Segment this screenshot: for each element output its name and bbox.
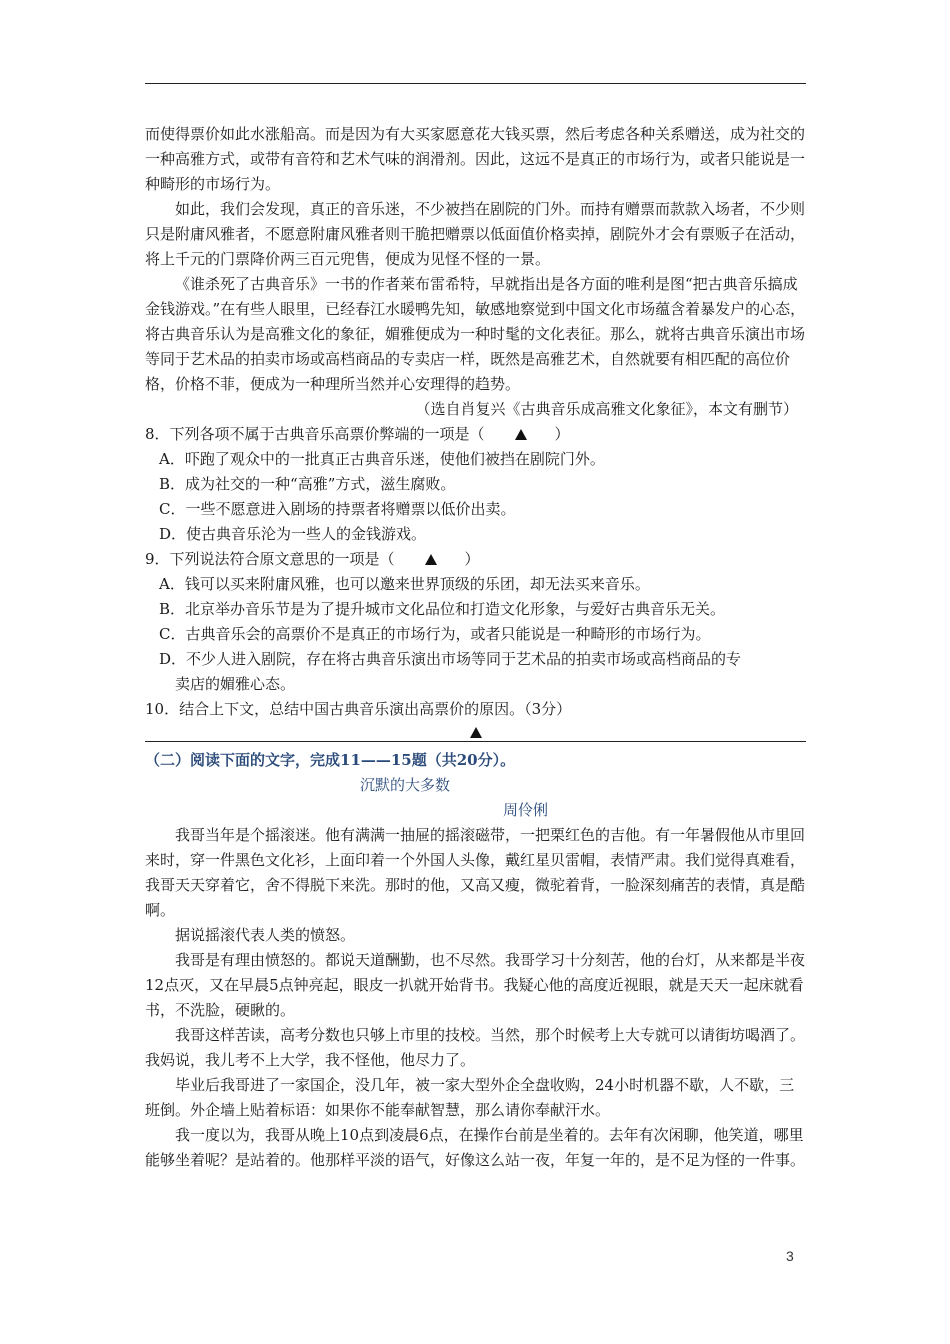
paragraph: 我一度以为，我哥从晚上10点到凌晨6点，在操作台前是坐着的。去年有次闲聊，他笑道，哪里能够坐着呢？是站着的。他那样平淡的语气，好像这么站一夜，年复一年的，是不足为怪的一件事。	[145, 1126, 806, 1169]
option: A．钱可以买来附庸风雅，也可以邀来世界顶级的乐团，却无法买来音乐。	[159, 575, 650, 593]
option-continuation: 卖店的媚雅心态。	[175, 675, 296, 693]
section-heading: （二）阅读下面的文字，完成11——15题（共20分）。	[145, 751, 516, 769]
question-stem: 8．下列各项不属于古典音乐高票价弊端的一项是（	[145, 425, 485, 443]
answer-blank-triangle-icon[interactable]	[425, 554, 437, 565]
paragraph: 我哥当年是个摇滚迷。他有满满一抽屉的摇滚磁带，一把栗红色的吉他。有一年暑假他从市里回来时，穿一件黑色文化衫，上面印着一个外国人头像，戴红星贝雷帽，表情严肃。我们觉得真难看，我哥天天穿着它，舍不得脱下来洗。那时的他，又高又瘦，微驼着背，一脸深刻痛苦的表情，真是酷啊。	[145, 826, 806, 919]
header-rule	[145, 83, 806, 84]
option: B．北京举办音乐节是为了提升城市文化品位和打造文化形象，与爱好古典音乐无关。	[159, 600, 726, 618]
document-body	[145, 122, 806, 1173]
page-number: 3	[786, 1248, 794, 1264]
question-10: 10．结合上下文，总结中国古典音乐演出高票价的原因。（3分）	[145, 700, 572, 718]
option: A．吓跑了观众中的一批真正古典音乐迷，使他们被挡在剧院门外。	[159, 450, 605, 468]
paragraph: 《谁杀死了古典音乐》一书的作者莱布雷希特，早就指出是各方面的唯利是图“把古典音乐搞成金钱游戏。”在有些人眼里，已经春江水暖鸭先知，敏感地察觉到中国文化市场蕴含着暴发户的心态，将古典音乐认为是高雅文化的象征，媚雅便成为一种时髦的文化表征。那么，就将古典音乐演出市场等同于艺术品的拍卖市场或高档商品的专卖店一样，既然是高雅艺术，自然就要有相匹配的高位价格，价格不菲，便成为一种理所当然并心安理得的趋势。	[145, 275, 806, 393]
option: B．成为社交的一种“高雅”方式，滋生腐败。	[159, 475, 456, 493]
option: D．使古典音乐沦为一些人的金钱游戏。	[159, 525, 427, 543]
source-note: （选自肖复兴《古典音乐成高雅文化象征》，本文有删节）	[415, 400, 798, 418]
answer-blank-triangle-icon[interactable]	[515, 429, 527, 440]
article-title: 沉默的大多数	[360, 776, 451, 794]
question-stem: 9．下列说法符合原文意思的一项是（	[145, 550, 395, 568]
paragraph: 而使得票价如此水涨船高。而是因为有大买家愿意花大钱买票，然后考虑各种关系赠送，成为社交的一种高雅方式，或带有音符和艺术气味的润滑剂。因此，这远不是真正的市场行为，或者只能说是一种畸形的市场行为。	[145, 125, 806, 193]
paragraph: 我哥是有理由愤怒的。都说天道酬勤，也不尽然。我哥学习十分刻苦，他的台灯，从来都是半夜12点灭，又在早晨5点钟亮起，眼皮一扒就开始背书。我疑心他的高度近视眼，就是天天一起床就看书，不洗脸，硬瞅的。	[145, 951, 806, 1019]
option: D．不少人进入剧院，存在将古典音乐演出市场等同于艺术品的拍卖市场或高档商品的专	[159, 650, 742, 668]
answer-area[interactable]	[145, 722, 806, 742]
paragraph: 据说摇滚代表人类的愤怒。	[175, 926, 356, 944]
article-author: 周伶俐	[503, 801, 549, 819]
option: C．一些不愿意进入剧场的持票者将赠票以低价出卖。	[159, 500, 516, 518]
paragraph: 如此，我们会发现，真正的音乐迷，不少被挡在剧院的门外。而持有赠票而款款入场者，不少则只是附庸风雅者，不愿意附庸风雅者则干脆把赠票以低面值价格卖掉，剧院外才会有票贩子在活动，将上千元的门票降价两三百元兜售，便成为见怪不怪的一景。	[145, 200, 806, 268]
question-9: 9．下列说法符合原文意思的一项是（ ）	[145, 550, 480, 568]
question-8: 8．下列各项不属于古典音乐高票价弊端的一项是（ ）	[145, 425, 570, 443]
option: C．古典音乐会的高票价不是真正的市场行为，或者只能说是一种畸形的市场行为。	[159, 625, 711, 643]
answer-blank-triangle-icon	[470, 727, 482, 738]
paragraph: 我哥这样苦读，高考分数也只够上市里的技校。当然，那个时候考上大专就可以请街坊喝酒了。我妈说，我儿考不上大学，我不怪他，他尽力了。	[145, 1026, 806, 1069]
paragraph: 毕业后我哥进了一家国企，没几年，被一家大型外企全盘收购，24小时机器不歇，人不歇，三班倒。外企墙上贴着标语：如果你不能奉献智慧，那么请你奉献汗水。	[145, 1076, 795, 1119]
section-divider	[145, 741, 806, 742]
